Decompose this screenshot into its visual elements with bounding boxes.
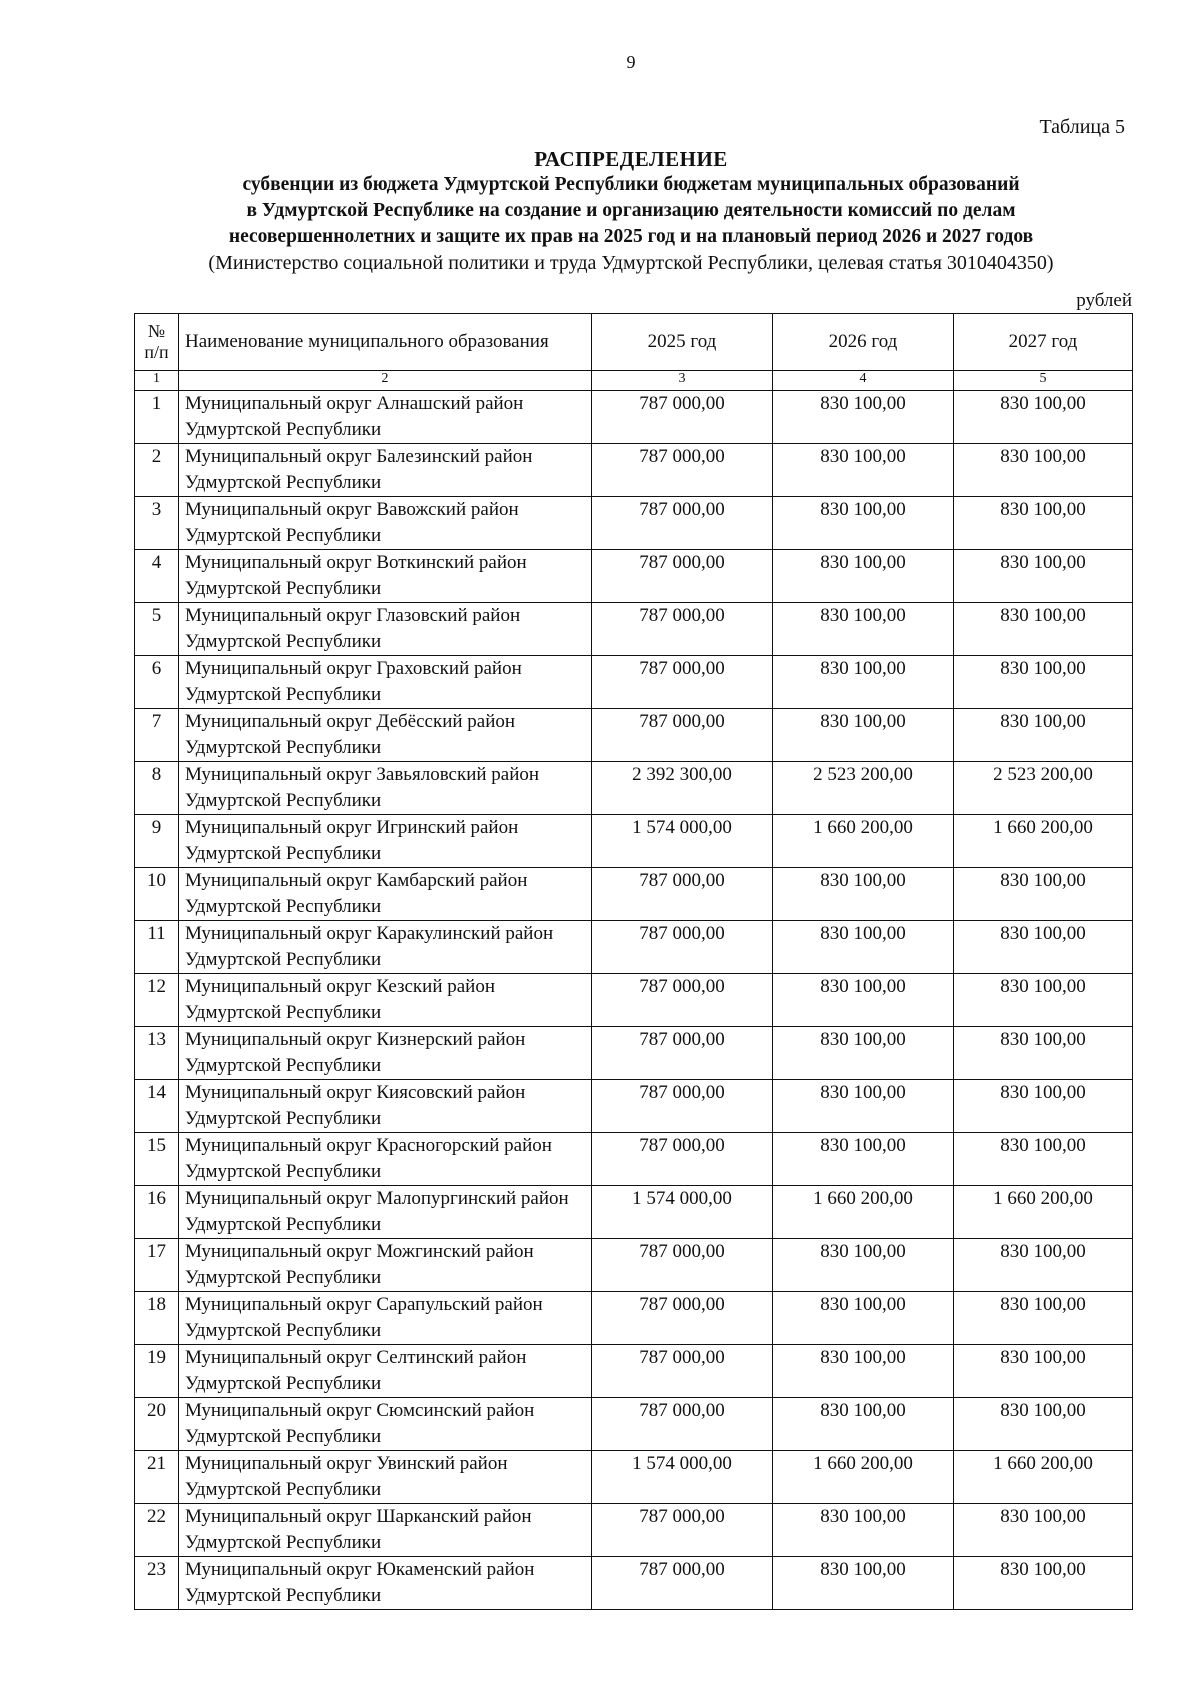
amount-2026: 830 100,00 [773, 1345, 954, 1398]
municipality-name: Муниципальный округ Сюмсинский район Удмуртской Республики [179, 1398, 592, 1451]
amount-2025: 2 392 300,00 [592, 762, 773, 815]
amount-2025: 787 000,00 [592, 497, 773, 550]
amount-2027: 830 100,00 [954, 603, 1133, 656]
municipality-name: Муниципальный округ Дебёсский район Удмуртской Республики [179, 709, 592, 762]
amount-2026: 830 100,00 [773, 868, 954, 921]
row-number: 18 [135, 1292, 179, 1345]
document-title [0, 146, 1200, 276]
amount-2027: 2 523 200,00 [954, 762, 1133, 815]
amount-2027: 830 100,00 [954, 391, 1133, 444]
row-number: 12 [135, 974, 179, 1027]
amount-2027: 830 100,00 [954, 709, 1133, 762]
amount-2025: 787 000,00 [592, 868, 773, 921]
row-number: 17 [135, 1239, 179, 1292]
municipality-name: Муниципальный округ Игринский район Удмуртской Республики [179, 815, 592, 868]
municipality-name: Муниципальный округ Балезинский район Удмуртской Республики [179, 444, 592, 497]
table-row [135, 868, 1133, 921]
row-number: 11 [135, 921, 179, 974]
amount-2025: 787 000,00 [592, 974, 773, 1027]
amount-2027: 830 100,00 [954, 497, 1133, 550]
column-index: 1 [135, 371, 179, 391]
amount-2025: 787 000,00 [592, 1557, 773, 1610]
amount-2025: 787 000,00 [592, 1504, 773, 1557]
amount-2026: 830 100,00 [773, 974, 954, 1027]
amount-2025: 1 574 000,00 [592, 1451, 773, 1504]
row-number: 13 [135, 1027, 179, 1080]
column-index: 4 [773, 371, 954, 391]
municipality-name: Муниципальный округ Вавожский район Удмуртской Республики [179, 497, 592, 550]
row-number: 4 [135, 550, 179, 603]
table-row [135, 974, 1133, 1027]
amount-2025: 787 000,00 [592, 921, 773, 974]
table-row [135, 656, 1133, 709]
row-number: 10 [135, 868, 179, 921]
municipality-name: Муниципальный округ Киясовский район Удмуртской Республики [179, 1080, 592, 1133]
title-line-1: субвенции из бюджета Удмуртской Республики бюджетам муниципальных образований [242, 174, 1020, 195]
amount-2027: 830 100,00 [954, 1239, 1133, 1292]
amount-2026: 830 100,00 [773, 550, 954, 603]
units-label: рублей [1076, 290, 1132, 311]
table-row [135, 1186, 1133, 1239]
amount-2025: 787 000,00 [592, 1080, 773, 1133]
municipality-name: Муниципальный округ Каракулинский район Удмуртской Республики [179, 921, 592, 974]
header-2025: 2025 год [592, 314, 773, 371]
row-number: 14 [135, 1080, 179, 1133]
header-2027: 2027 год [954, 314, 1133, 371]
table-row [135, 497, 1133, 550]
amount-2027: 830 100,00 [954, 550, 1133, 603]
header-row [135, 314, 1133, 371]
municipality-name: Муниципальный округ Селтинский район Удмуртской Республики [179, 1345, 592, 1398]
amount-2026: 1 660 200,00 [773, 815, 954, 868]
row-number: 6 [135, 656, 179, 709]
municipality-name: Муниципальный округ Кезский район Удмуртской Республики [179, 974, 592, 1027]
amount-2027: 830 100,00 [954, 868, 1133, 921]
municipality-name: Муниципальный округ Малопургинский район Удмуртской Республики [179, 1186, 592, 1239]
table-row [135, 444, 1133, 497]
table-row [135, 1398, 1133, 1451]
column-index: 3 [592, 371, 773, 391]
row-number: 19 [135, 1345, 179, 1398]
table-row [135, 1504, 1133, 1557]
row-number: 22 [135, 1504, 179, 1557]
amount-2025: 787 000,00 [592, 1027, 773, 1080]
header-name: Наименование муниципального образования [179, 314, 592, 371]
table-row [135, 762, 1133, 815]
amount-2027: 830 100,00 [954, 1080, 1133, 1133]
row-number: 5 [135, 603, 179, 656]
municipality-name: Муниципальный округ Увинский район Удмуртской Республики [179, 1451, 592, 1504]
row-number: 7 [135, 709, 179, 762]
table-row [135, 1292, 1133, 1345]
amount-2025: 787 000,00 [592, 391, 773, 444]
amount-2026: 2 523 200,00 [773, 762, 954, 815]
amount-2027: 830 100,00 [954, 974, 1133, 1027]
amount-2025: 787 000,00 [592, 550, 773, 603]
amount-2025: 787 000,00 [592, 444, 773, 497]
amount-2026: 830 100,00 [773, 444, 954, 497]
header-num-line1: № [147, 321, 166, 341]
table-row [135, 1345, 1133, 1398]
row-number: 2 [135, 444, 179, 497]
amount-2027: 830 100,00 [954, 1398, 1133, 1451]
header-2026: 2026 год [773, 314, 954, 371]
municipality-name: Муниципальный округ Сарапульский район Удмуртской Республики [179, 1292, 592, 1345]
table-row [135, 709, 1133, 762]
title-line-2: в Удмуртской Республике на создание и организацию деятельности комиссий по делам [246, 200, 1016, 221]
row-number: 15 [135, 1133, 179, 1186]
amount-2026: 830 100,00 [773, 1239, 954, 1292]
amount-2025: 787 000,00 [592, 603, 773, 656]
amount-2025: 787 000,00 [592, 1292, 773, 1345]
amount-2027: 830 100,00 [954, 1133, 1133, 1186]
title-note: (Министерство социальной политики и труда Удмуртской Республики, целевая статья 3010404350) [208, 252, 1054, 274]
title-main: РАСПРЕДЕЛЕНИЕ [534, 147, 728, 171]
table-body [135, 391, 1133, 1610]
row-number: 20 [135, 1398, 179, 1451]
amount-2026: 830 100,00 [773, 1133, 954, 1186]
amount-2027: 830 100,00 [954, 1292, 1133, 1345]
row-number: 16 [135, 1186, 179, 1239]
amount-2026: 830 100,00 [773, 1504, 954, 1557]
amount-2026: 830 100,00 [773, 1398, 954, 1451]
row-number: 21 [135, 1451, 179, 1504]
table-row [135, 1027, 1133, 1080]
amount-2025: 1 574 000,00 [592, 1186, 773, 1239]
header-num-line2: п/п [144, 342, 169, 362]
table-row [135, 603, 1133, 656]
amount-2025: 1 574 000,00 [592, 815, 773, 868]
amount-2025: 787 000,00 [592, 1239, 773, 1292]
table-row [135, 921, 1133, 974]
table-row [135, 1557, 1133, 1610]
amount-2025: 787 000,00 [592, 1345, 773, 1398]
amount-2027: 830 100,00 [954, 444, 1133, 497]
column-index-row [135, 371, 1133, 391]
table-row [135, 1451, 1133, 1504]
amount-2027: 830 100,00 [954, 1504, 1133, 1557]
table-row [135, 815, 1133, 868]
amount-2027: 1 660 200,00 [954, 1186, 1133, 1239]
municipality-name: Муниципальный округ Воткинский район Удмуртской Республики [179, 550, 592, 603]
amount-2026: 1 660 200,00 [773, 1451, 954, 1504]
table-row [135, 391, 1133, 444]
amount-2026: 830 100,00 [773, 1557, 954, 1610]
municipality-name: Муниципальный округ Можгинский район Удмуртской Республики [179, 1239, 592, 1292]
municipality-name: Муниципальный округ Алнашский район Удмуртской Республики [179, 391, 592, 444]
municipality-name: Муниципальный округ Красногорский район Удмуртской Республики [179, 1133, 592, 1186]
amount-2026: 830 100,00 [773, 656, 954, 709]
amount-2027: 830 100,00 [954, 1345, 1133, 1398]
amount-2025: 787 000,00 [592, 1133, 773, 1186]
amount-2027: 1 660 200,00 [954, 815, 1133, 868]
amount-2026: 830 100,00 [773, 497, 954, 550]
table-row [135, 1133, 1133, 1186]
amount-2027: 830 100,00 [954, 656, 1133, 709]
amount-2027: 1 660 200,00 [954, 1451, 1133, 1504]
amount-2025: 787 000,00 [592, 656, 773, 709]
amount-2026: 830 100,00 [773, 1080, 954, 1133]
amount-2025: 787 000,00 [592, 709, 773, 762]
amount-2027: 830 100,00 [954, 921, 1133, 974]
distribution-table [134, 313, 1133, 1610]
row-number: 23 [135, 1557, 179, 1610]
amount-2025: 787 000,00 [592, 1398, 773, 1451]
amount-2026: 830 100,00 [773, 391, 954, 444]
amount-2026: 830 100,00 [773, 603, 954, 656]
municipality-name: Муниципальный округ Глазовский район Удмуртской Республики [179, 603, 592, 656]
municipality-name: Муниципальный округ Камбарский район Удмуртской Республики [179, 868, 592, 921]
table-row [135, 550, 1133, 603]
title-line-3: несовершеннолетних и защите их прав на 2025 год и на плановый период 2026 и 2027 годов [228, 226, 1034, 247]
municipality-name: Муниципальный округ Шарканский район Удмуртской Республики [179, 1504, 592, 1557]
amount-2027: 830 100,00 [954, 1027, 1133, 1080]
table-label: Таблица 5 [1039, 116, 1125, 138]
table-row [135, 1080, 1133, 1133]
municipality-name: Муниципальный округ Кизнерский район Удмуртской Республики [179, 1027, 592, 1080]
row-number: 3 [135, 497, 179, 550]
amount-2026: 830 100,00 [773, 1027, 954, 1080]
amount-2027: 830 100,00 [954, 1557, 1133, 1610]
amount-2026: 830 100,00 [773, 921, 954, 974]
municipality-name: Муниципальный округ Граховский район Удмуртской Республики [179, 656, 592, 709]
amount-2026: 830 100,00 [773, 709, 954, 762]
row-number: 9 [135, 815, 179, 868]
page-number: 9 [626, 52, 636, 72]
header-num [135, 314, 179, 371]
amount-2026: 830 100,00 [773, 1292, 954, 1345]
municipality-name: Муниципальный округ Завьяловский район Удмуртской Республики [179, 762, 592, 815]
column-index: 5 [954, 371, 1133, 391]
column-index: 2 [179, 371, 592, 391]
table-row [135, 1239, 1133, 1292]
municipality-name: Муниципальный округ Юкаменский район Удмуртской Республики [179, 1557, 592, 1610]
row-number: 1 [135, 391, 179, 444]
amount-2026: 1 660 200,00 [773, 1186, 954, 1239]
row-number: 8 [135, 762, 179, 815]
